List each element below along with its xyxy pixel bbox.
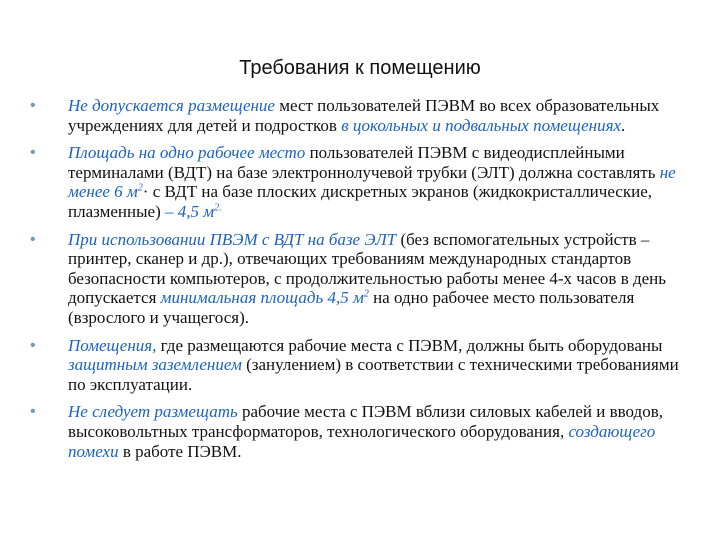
body-text: пользователей ПЭВМ с видеодисплейными терминалами (ВДТ) на базе электроннолучевой трубки (ЭЛТ) должна составлять: [68, 143, 660, 182]
body-text: (занулением) в соответствии с техническими требованиями по эксплуатации.: [68, 355, 679, 394]
list-item: [30, 402, 680, 461]
bullet-icon: •: [30, 403, 36, 421]
highlighted-text: в цокольных и подвальных помещениях: [341, 115, 622, 135]
requirements-list: [30, 96, 680, 469]
body-text: · с ВДТ на базе плоских дискретных экранов (жидкокристаллические, плазменные): [68, 182, 653, 221]
body-text: в работе ПЭВМ.: [118, 441, 242, 461]
highlighted-text: 2: [137, 182, 143, 194]
body-text: мест пользователей ПЭВМ во всех образовательных учреждениях для детей и подростков: [68, 96, 660, 135]
slide-title: Требования к помещению: [239, 57, 481, 79]
highlighted-text: Не допускается размещение: [68, 96, 275, 115]
body-text: (без вспомогательных устройств – принтер, сканер и др.), отвечающих требованиям международных стандартов безопасности компьютеров, с продолжительностью работы менее 4-х часов в день допускается: [68, 229, 667, 308]
list-item: [30, 96, 680, 135]
highlighted-text: Площадь на одно рабочее место: [68, 143, 306, 163]
bullet-icon: •: [30, 336, 36, 354]
highlighted-text: Помещения,: [68, 335, 157, 355]
highlighted-text: – 4,5 м: [164, 201, 215, 221]
highlighted-text: защитным заземлением: [68, 355, 242, 375]
highlighted-text: 2: [363, 288, 369, 300]
list-item: [30, 143, 680, 221]
highlighted-text: не менее 6 м: [68, 162, 676, 202]
list-item: [30, 230, 680, 328]
body-text: рабочие места с ПЭВМ вблизи силовых кабелей и вводов, высоковольтных трансформаторов, технологического оборудования,: [68, 402, 663, 441]
highlighted-text: Не следует размещать: [68, 402, 238, 422]
highlighted-text: создающего помехи: [68, 421, 656, 461]
highlighted-text: минимальная площадь 4,5 м: [160, 288, 364, 308]
list-item: [30, 336, 680, 395]
highlighted-text: 2.: [214, 202, 222, 214]
bullet-icon: •: [30, 230, 36, 248]
highlighted-text: При использовании ПВЭМ с ВДТ на базе ЭЛТ: [68, 229, 397, 249]
body-text: где размещаются рабочие места с ПЭВМ, должны быть оборудованы: [156, 335, 663, 355]
body-text: на одно рабочее место пользователя (взрослого и учащегося).: [68, 288, 635, 327]
bullet-icon: •: [30, 97, 36, 114]
bullet-icon: •: [30, 144, 36, 162]
body-text: .: [621, 115, 626, 135]
